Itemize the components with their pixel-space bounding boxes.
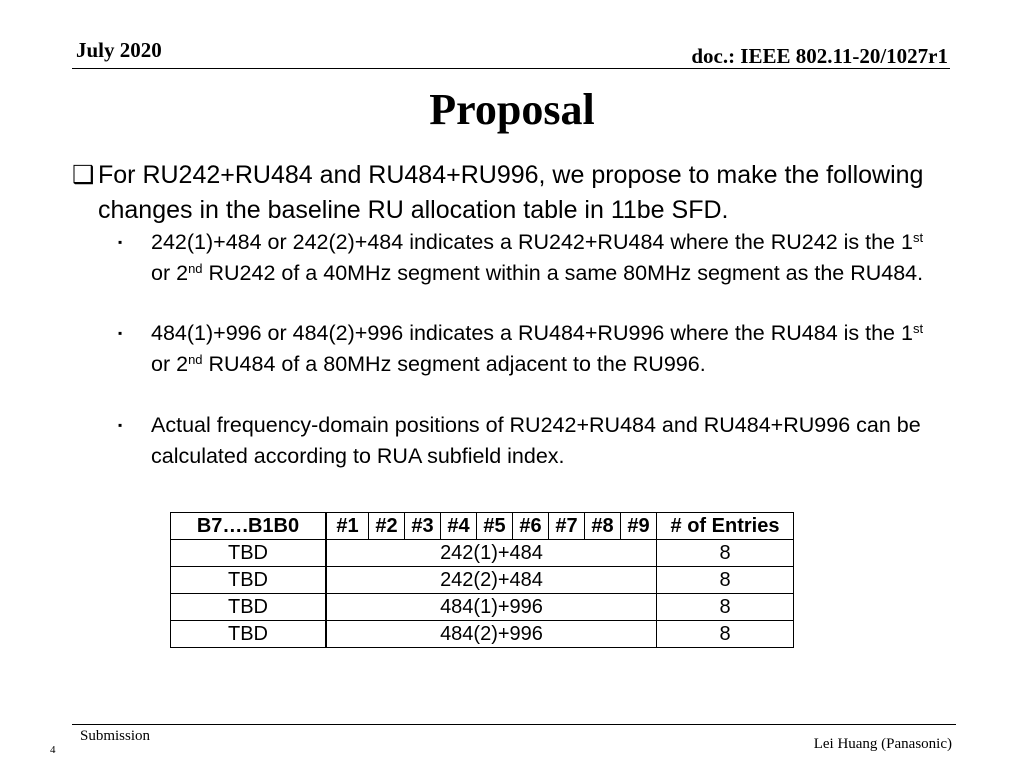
row-ru-cell: 484(2)+996: [326, 621, 657, 648]
row-index-cell: TBD: [171, 567, 327, 594]
checkbox-bullet-icon: ❑: [72, 161, 95, 189]
sub-bullet-text: 484(1)+996 or 484(2)+996 indicates a RU484+RU996 where the RU484 is the 1st or 2nd RU484 of a 80MHz segment adjacent to the RU996.: [151, 321, 924, 376]
row-index-cell: TBD: [171, 621, 327, 648]
table-row: [171, 540, 794, 567]
header-doc-id: doc.: IEEE 802.11-20/1027r1: [691, 44, 948, 68]
table-row: [171, 567, 794, 594]
header-cell-7: #7: [549, 513, 585, 540]
square-bullet-icon: ▪: [118, 418, 123, 432]
table-row: [171, 594, 794, 621]
row-entries-cell: 8: [657, 594, 794, 621]
header-cell-index: B7….B1B0: [171, 513, 327, 540]
row-ru-cell: 242(2)+484: [326, 567, 657, 594]
header-divider: [72, 68, 950, 69]
lead-bullet: [72, 158, 952, 228]
lead-text: For RU242+RU484 and RU484+RU996, we propose to make the following changes in the baseline RU allocation table in 11be SFD.: [98, 161, 924, 224]
header-cell-2: #2: [369, 513, 405, 540]
sub-bullet-text: 242(1)+484 or 242(2)+484 indicates a RU242+RU484 where the RU242 is the 1st or 2nd RU242 of a 40MHz segment within a same 80MHz segment as the RU484.: [151, 230, 924, 285]
footer-page-number: 4: [50, 744, 56, 756]
square-bullet-icon: ▪: [118, 235, 123, 249]
header-cell-1: #1: [326, 513, 369, 540]
header-cell-6: #6: [513, 513, 549, 540]
slide-title: Proposal: [429, 85, 595, 134]
header-cell-9: #9: [621, 513, 657, 540]
row-index-cell: TBD: [171, 540, 327, 567]
row-ru-cell: 484(1)+996: [326, 594, 657, 621]
footer-submission: Submission: [80, 728, 151, 744]
square-bullet-icon: ▪: [118, 326, 123, 340]
footer-author: Lei Huang (Panasonic): [813, 736, 952, 752]
sub-bullet-3: [118, 410, 938, 472]
header-cell-4: #4: [441, 513, 477, 540]
header-cell-3: #3: [405, 513, 441, 540]
row-index-cell: TBD: [171, 594, 327, 621]
header-cell-8: #8: [585, 513, 621, 540]
row-entries-cell: 8: [657, 621, 794, 648]
ru-allocation-table: [170, 512, 794, 648]
header-cell-entries: # of Entries: [657, 513, 794, 540]
sub-bullet-2: [118, 318, 938, 380]
header-cell-5: #5: [477, 513, 513, 540]
row-ru-cell: 242(1)+484: [326, 540, 657, 567]
table-header-row: [171, 513, 794, 540]
row-entries-cell: 8: [657, 567, 794, 594]
sub-bullet-1: [118, 227, 938, 289]
table-row: [171, 621, 794, 648]
row-entries-cell: 8: [657, 540, 794, 567]
sub-bullet-text: Actual frequency-domain positions of RU242+RU484 and RU484+RU996 can be calculated according to RUA subfield index.: [151, 413, 921, 468]
footer-divider: [72, 724, 956, 725]
header-date: July 2020: [76, 38, 162, 62]
